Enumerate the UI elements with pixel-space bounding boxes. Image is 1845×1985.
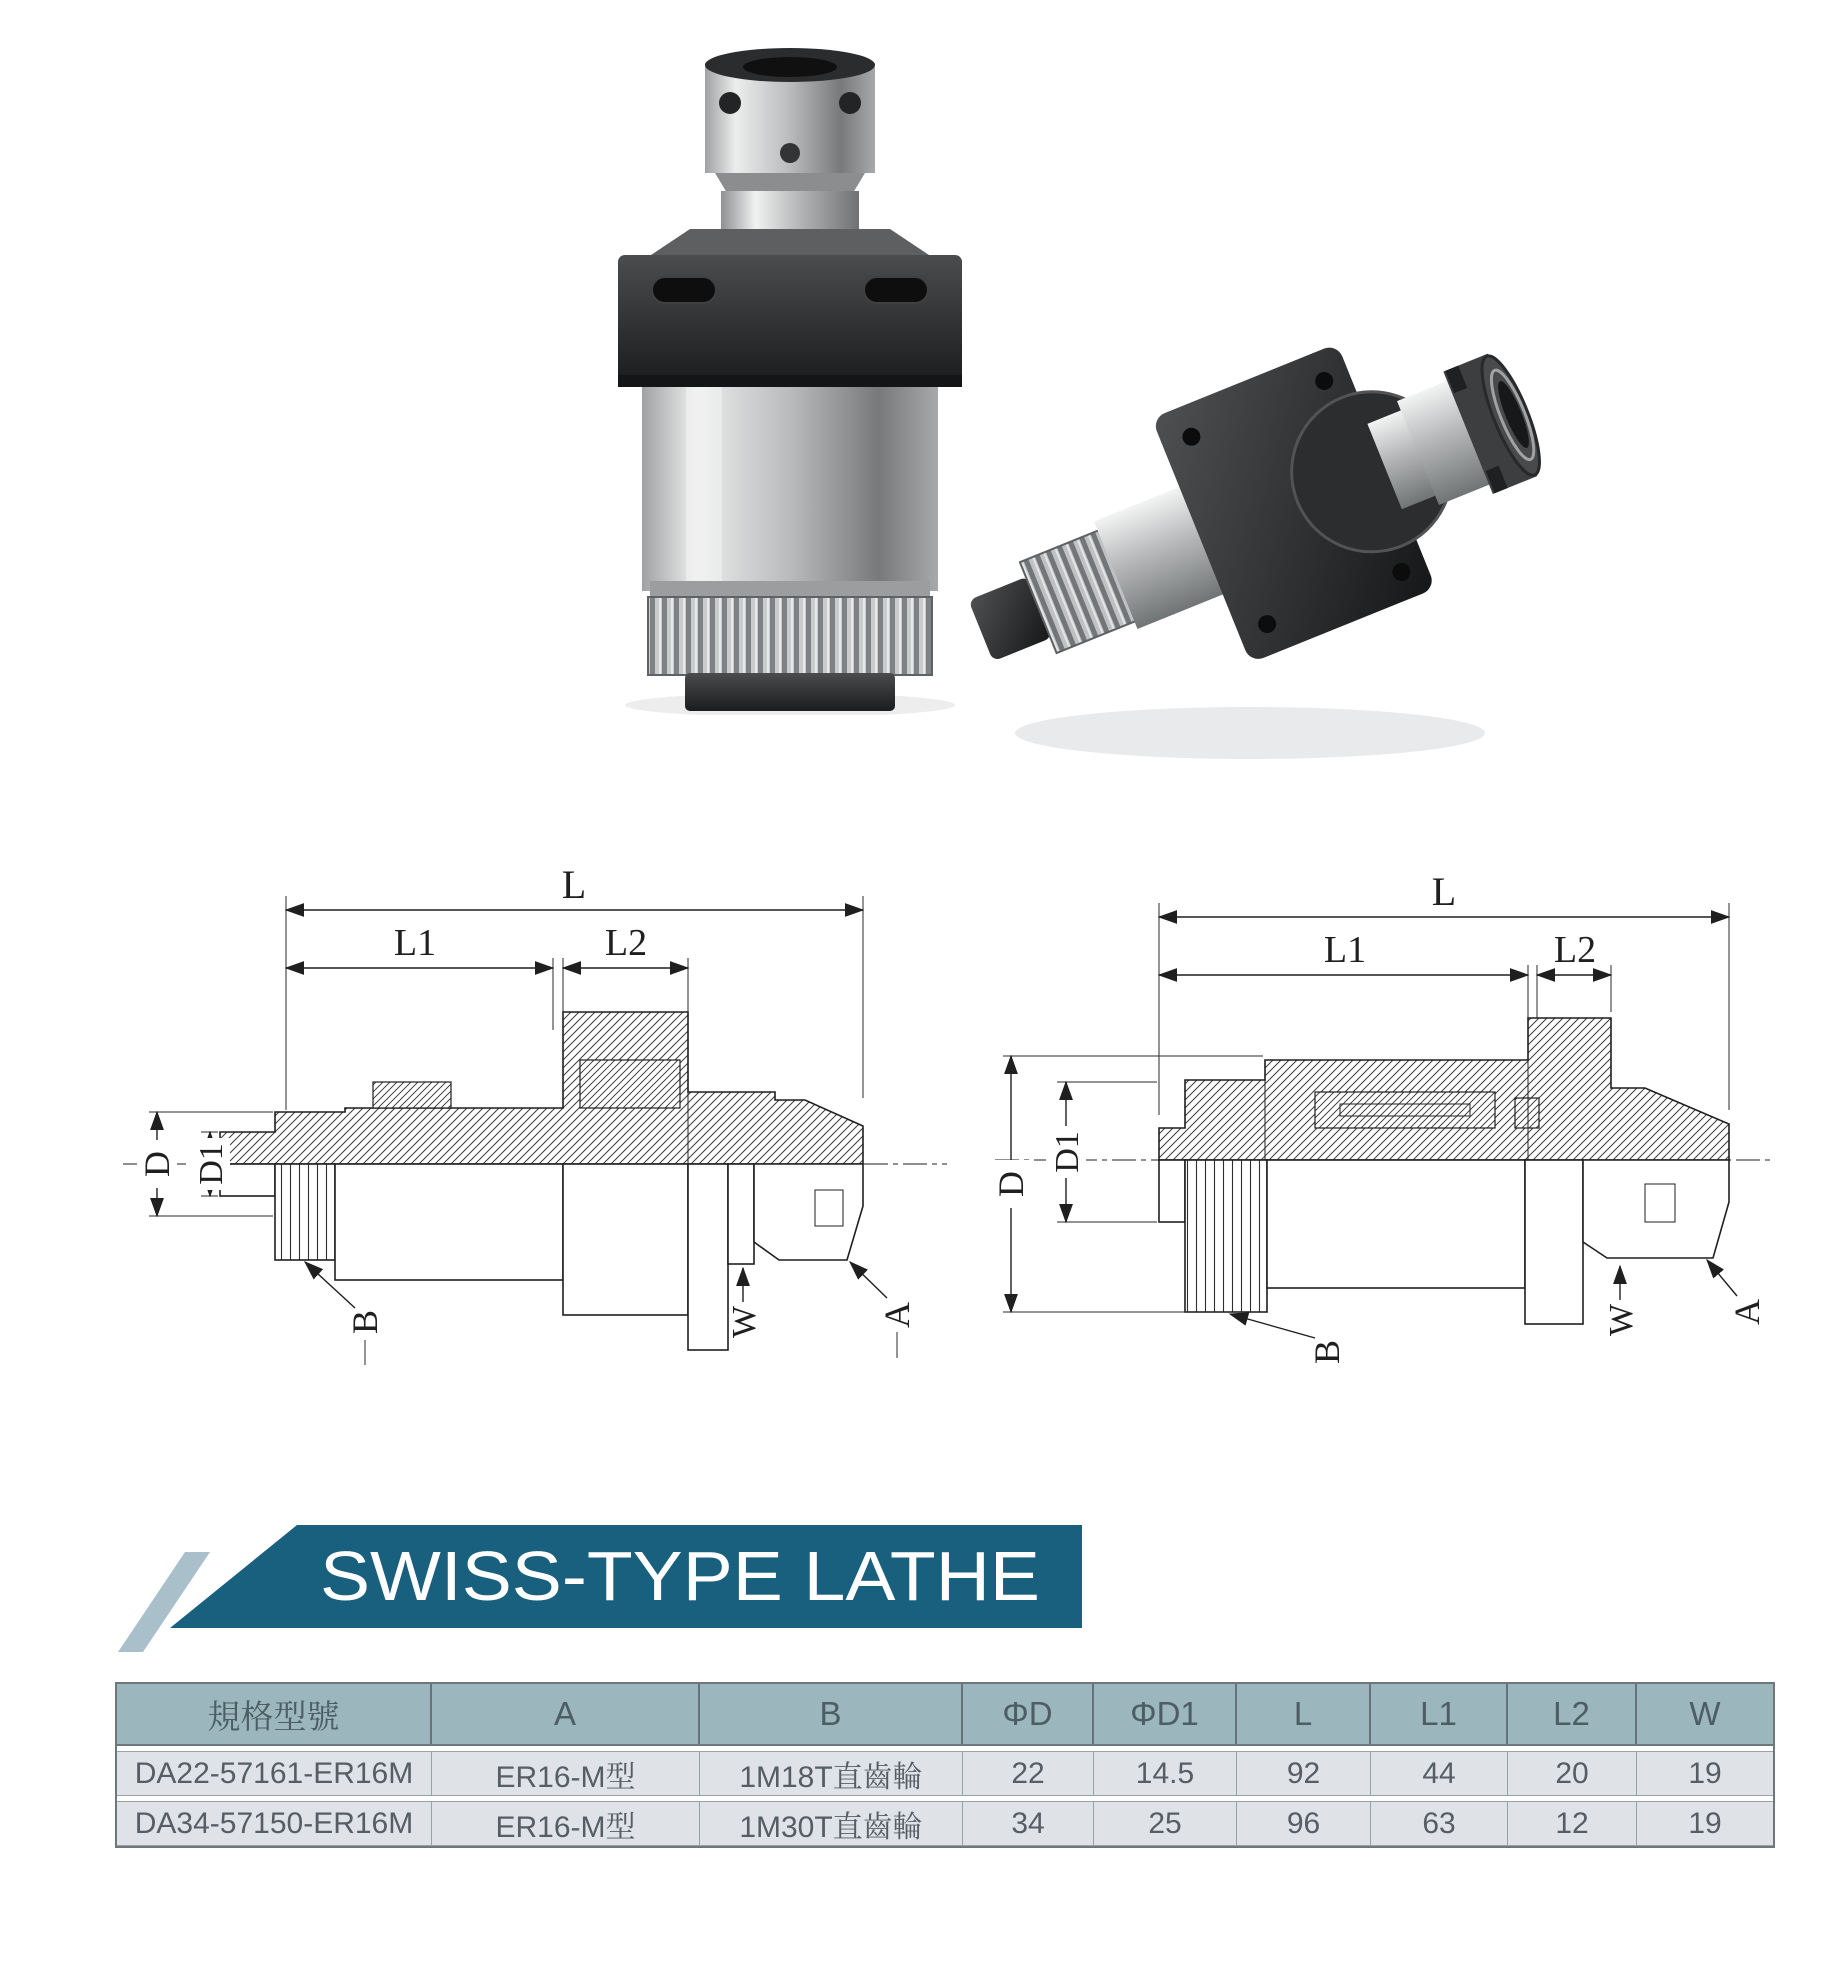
- column-header: ΦD1: [1094, 1684, 1237, 1744]
- table-cell: 44: [1371, 1752, 1508, 1795]
- dim-label-A: A: [1727, 1299, 1767, 1325]
- table-cell: 96: [1237, 1802, 1371, 1845]
- spec-table-header-row: [117, 1684, 1773, 1746]
- column-header: ΦD: [963, 1684, 1094, 1744]
- table-cell: ER16-M型: [432, 1752, 700, 1795]
- table-cell: 25: [1094, 1802, 1237, 1845]
- ring-lower: [728, 1164, 754, 1264]
- spline-gear-lower: [275, 1164, 335, 1260]
- product-photo-angled-unit: [930, 255, 1550, 775]
- table-cell: 1M30T直齒輪: [700, 1802, 963, 1845]
- dim-label-B: B: [345, 1309, 385, 1335]
- dim-label-L2: L2: [1553, 929, 1597, 971]
- spec-table: [115, 1682, 1775, 1848]
- section-upper: [220, 1012, 863, 1164]
- technical-drawing-right: [985, 860, 1785, 1380]
- column-header: L2: [1508, 1684, 1637, 1744]
- table-cell: 63: [1371, 1802, 1508, 1845]
- dim-label-L2: L2: [604, 922, 648, 964]
- key-crosshatch-2: [580, 1060, 680, 1108]
- table-cell: 34: [963, 1802, 1094, 1845]
- dim-label-L1: L1: [393, 922, 437, 964]
- table-cell: 22: [963, 1752, 1094, 1795]
- banner-slash: [118, 1552, 210, 1652]
- key-crosshatch-1: [373, 1082, 451, 1108]
- dim-label-D: D: [137, 1151, 177, 1177]
- photo-shadow: [1015, 707, 1485, 759]
- flange-lower: [1525, 1160, 1583, 1324]
- dim-label-D: D: [991, 1171, 1031, 1197]
- column-header: L: [1237, 1684, 1371, 1744]
- collet-lower: [754, 1164, 863, 1260]
- table-cell: ER16-M型: [432, 1802, 700, 1845]
- mount-flange: [618, 229, 962, 387]
- bottom-cap: [685, 673, 895, 711]
- dim-label-W: W: [726, 1305, 763, 1339]
- table-cell: 19: [1637, 1802, 1773, 1845]
- column-header: W: [1689, 1695, 1721, 1732]
- column-header: A: [432, 1684, 700, 1744]
- table-row: [117, 1751, 1773, 1796]
- column-header: 規格型號: [117, 1684, 432, 1744]
- step-lower: [688, 1164, 728, 1350]
- mount-slot-right: [864, 277, 928, 303]
- table-cell: 19: [1637, 1752, 1773, 1795]
- leader-A: [1707, 1260, 1737, 1296]
- table-cell: 12: [1508, 1802, 1637, 1845]
- mount-slot-left: [652, 277, 716, 303]
- table-cell: 20: [1508, 1752, 1637, 1795]
- leader-A: [850, 1262, 887, 1298]
- table-cell: DA22-57161-ER16M: [117, 1752, 432, 1795]
- technical-drawing-left: [115, 860, 955, 1380]
- section-banner: [100, 1500, 1100, 1670]
- dim-label-D1: D1: [1049, 1131, 1086, 1173]
- spline-gear-lower: [1185, 1160, 1267, 1312]
- gear-wheel-lower: [563, 1164, 688, 1315]
- dim-label-L: L: [1431, 869, 1457, 914]
- angled-unit: [931, 287, 1550, 752]
- dim-label-B: B: [1307, 1339, 1347, 1365]
- section-upper: [1159, 1018, 1729, 1160]
- table-cell: 14.5: [1094, 1752, 1237, 1795]
- column-header: B: [700, 1684, 963, 1744]
- dim-label-D1: D1: [193, 1143, 230, 1185]
- nut-chamfer: [715, 173, 865, 193]
- drawbar-crosshatch: [1315, 1092, 1495, 1128]
- spec-table-body: [117, 1751, 1773, 1846]
- table-cell: 92: [1237, 1752, 1371, 1795]
- leader-B: [1230, 1314, 1315, 1338]
- dim-label-L1: L1: [1323, 929, 1367, 971]
- dim-label-W: W: [1603, 1303, 1640, 1337]
- dim-label-L: L: [561, 862, 587, 907]
- table-cell: 1M18T直齒輪: [700, 1752, 963, 1795]
- column-header: L1: [1371, 1684, 1508, 1744]
- key-crosshatch: [1515, 1098, 1539, 1128]
- drive-gear: [648, 597, 932, 675]
- collet-lower: [1583, 1160, 1729, 1258]
- collet-nut: [705, 48, 875, 173]
- banner-title: SWISS-TYPE LATHE: [320, 1537, 1040, 1615]
- table-row: [117, 1801, 1773, 1846]
- nose-lower: [1159, 1160, 1185, 1222]
- spindle-body: [642, 387, 938, 597]
- dim-label-A: A: [877, 1302, 917, 1328]
- body-lower: [1267, 1160, 1525, 1288]
- body-lower: [335, 1164, 563, 1280]
- table-cell: DA34-57150-ER16M: [117, 1802, 432, 1845]
